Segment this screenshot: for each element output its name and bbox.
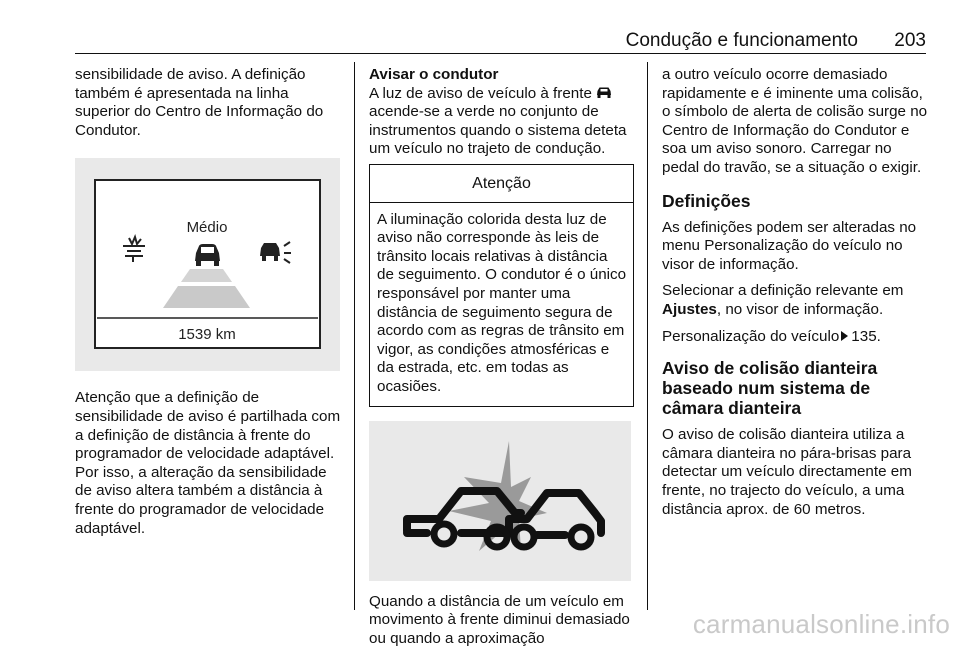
warning-box: [369, 164, 634, 407]
paragraph: A luz de aviso de veículo à frente acende-se a verde no conjunto de instrumentos quando o sistema deteta um veículo no trajeto de condução.: [369, 85, 634, 159]
driver-info-display-figure: [75, 158, 340, 371]
section-heading: Definições: [662, 191, 928, 211]
page-reference-arrow-icon: [841, 331, 848, 341]
warning-title: Atenção: [370, 165, 633, 203]
column-left: [75, 66, 341, 538]
paragraph: a outro veículo ocorre demasiado rapidamente e é iminente uma colisão, o símbolo de alerta de colisão surge no Centro de Informação do Condutor e soa um aviso sonoro. Carregar no pedal do travão, se a situação o exigir.: [662, 66, 928, 178]
paragraph: Personalização do veículo 135.: [662, 328, 928, 347]
column-middle: [369, 66, 634, 648]
road-band-far: [181, 269, 232, 282]
odometer-readout: 1539 km: [178, 326, 236, 343]
chapter-title: Condução e funcionamento: [626, 30, 858, 52]
warning-text: A iluminação colorida desta luz de aviso não corresponde às leis de trânsito locais relativas à distância de seguimento. O condutor é o único responsável por manter uma distância de seguimento segura de acordo com as regras de trânsito em vigor, as condições atmosféricas e da estrada, etc. em todas as ocasiões.: [370, 203, 633, 406]
page-number: 203: [894, 30, 926, 52]
menu-setting-ref: Ajustes: [662, 301, 717, 318]
forward-collision-icon: [260, 242, 291, 263]
sensitivity-label: Médio: [187, 219, 228, 236]
paragraph: O aviso de colisão dianteira utiliza a câmara dianteira no pára-brisas para detectar um veículo directamente em frente, no trajecto do veículo, a uma distância aprox. de 60 metros.: [662, 426, 928, 519]
paragraph: Atenção que a definição de sensibilidade de aviso é partilhada com a definição de distância à frente do programador de velocidade adaptável. Por isso, a alteração da sensibilidade de aviso altera também a distância à frente do programador de velocidade adaptável.: [75, 389, 341, 538]
page-reference-link[interactable]: 135.: [851, 328, 881, 345]
collision-alert-figure: [369, 421, 631, 581]
paragraph: Quando a distância de um veículo em movimento à frente diminui demasiado ou quando a aproximação: [369, 593, 634, 648]
column-right: [662, 66, 928, 519]
road-band-near: [163, 286, 250, 308]
page-header: [75, 30, 926, 52]
paragraph: sensibilidade de aviso. A definição também é apresentada na linha superior do Centro de Informação do Condutor.: [75, 66, 341, 140]
section-heading: Aviso de colisão dianteira baseado num sistema de câmara dianteira: [662, 358, 928, 418]
header-divider: [75, 53, 926, 54]
paragraph: Selecionar a definição relevante em Ajustes, no visor de informação.: [662, 282, 928, 319]
paragraph: As definições podem ser alteradas no menu Personalização do veículo no visor de informação.: [662, 219, 928, 275]
column-divider-1: [354, 62, 355, 610]
vehicle-ahead-icon: [596, 86, 612, 99]
watermark: carmanualsonline.info: [693, 609, 950, 640]
section-heading: Avisar o condutor: [369, 66, 634, 85]
column-divider-2: [647, 62, 648, 610]
